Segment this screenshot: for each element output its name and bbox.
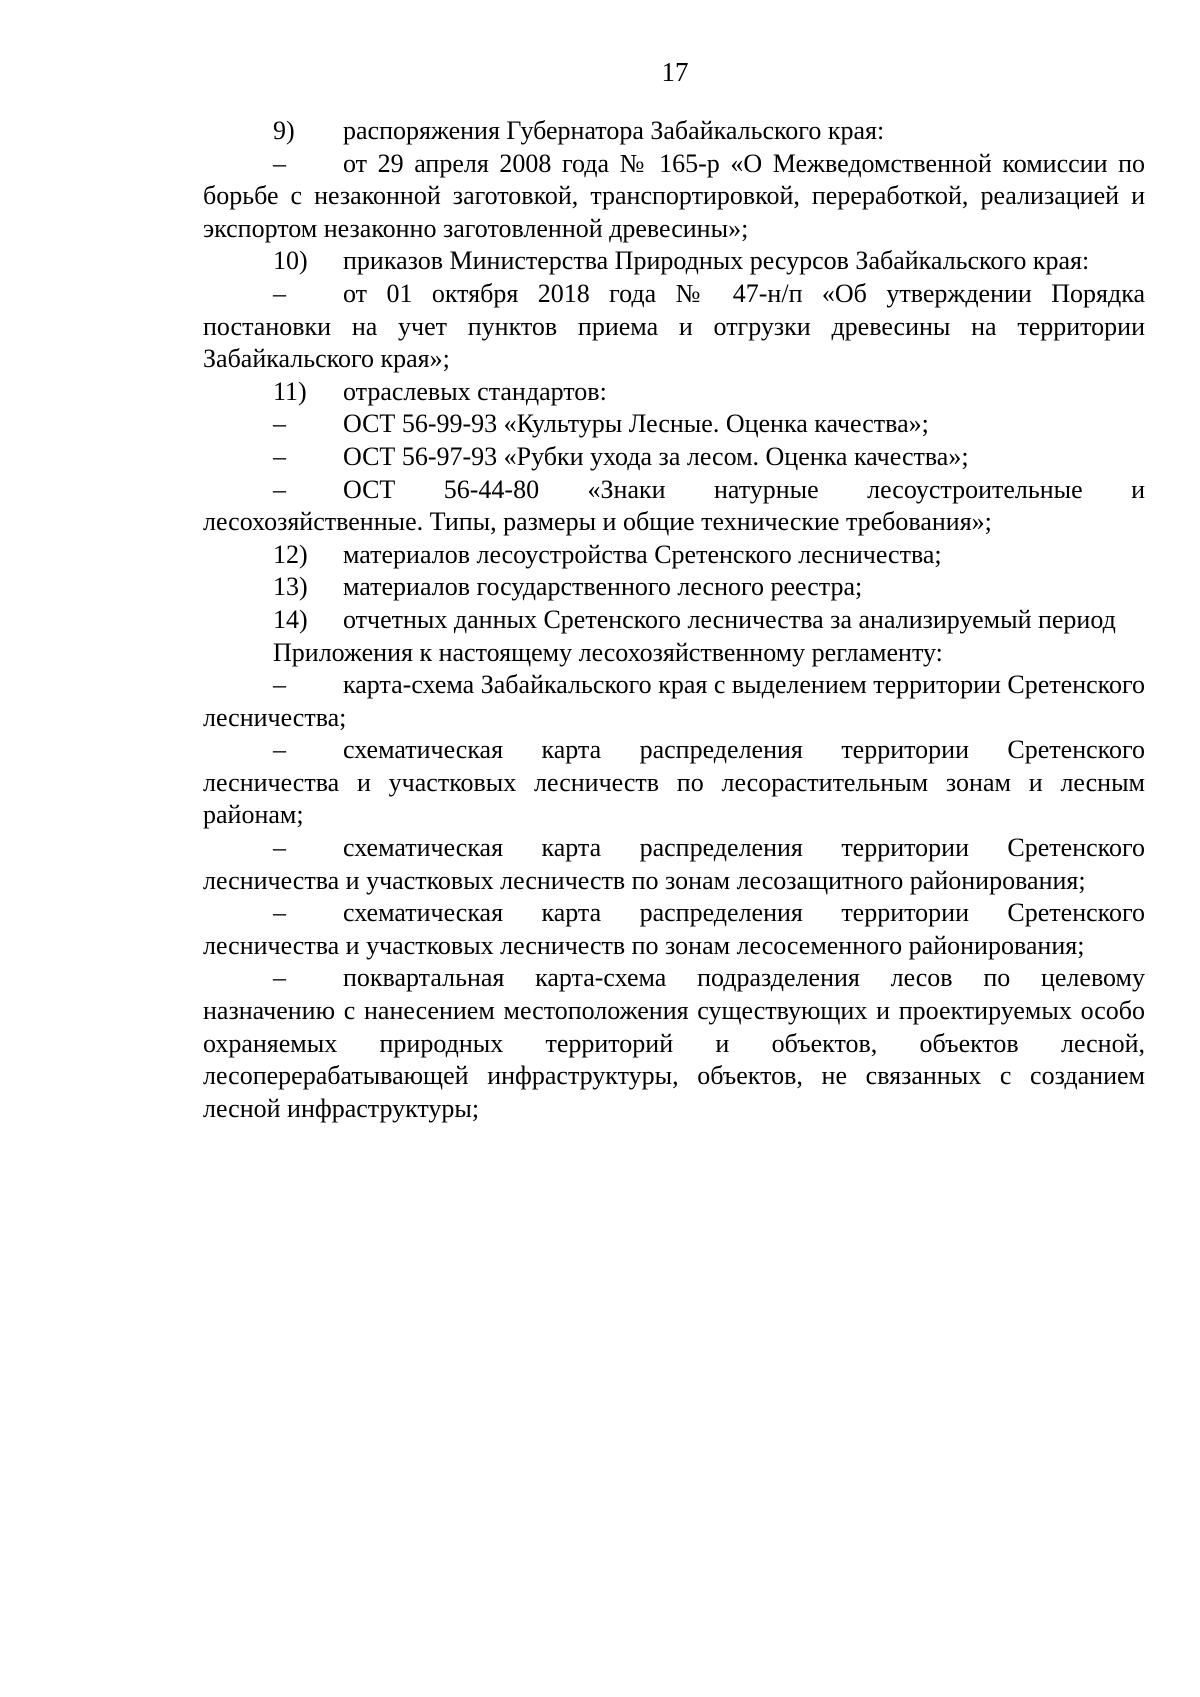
list-item [203,734,1145,832]
item-text: Приложения к настоящему лесохозяйственному регламенту: [273,637,943,667]
item-text: схематическая карта распределения территории Сретенского лесничества и участковых лесничеств по зонам лесозащитного районирования; [203,833,1145,895]
item-marker: – [273,670,286,700]
document-body [203,115,1145,1125]
item-marker: – [273,735,286,765]
list-item [203,408,1145,441]
item-marker: – [273,278,286,308]
item-marker: 12) [273,539,308,569]
item-text: ОСТ 56-44-80 «Знаки натурные лесоустроительные и лесохозяйственные. Типы, размеры и общие технические требования»; [203,474,1145,537]
list-item [203,832,1145,897]
item-marker: – [273,409,286,439]
list-item [203,962,1145,1125]
item-marker: – [273,963,286,993]
item-marker: 9) [273,116,295,145]
list-item [203,669,1145,734]
item-text: приказов Министерства Природных ресурсов Забайкальского края: [343,246,1090,276]
item-text: отчетных данных Сретенского лесничества за анализируемый период [343,604,1116,634]
list-item [203,539,1145,572]
item-marker: 13) [273,572,308,602]
list-item [203,278,1145,376]
item-text: ОСТ 56-97-93 «Рубки ухода за лесом. Оценка качества»; [343,441,969,471]
list-item [203,897,1145,962]
item-marker: 14) [273,604,308,634]
item-text: от 01 октября 2018 года № 47-н/п «Об утверждении Порядка постановки на учет пунктов приема и отгрузки древесины на территории Забайкальского края»; [203,278,1145,374]
item-marker: – [273,474,286,504]
list-item [203,571,1145,604]
item-text: ОСТ 56-99-93 «Культуры Лесные. Оценка качества»; [343,409,929,439]
page-number: 17 [661,57,689,87]
item-text: распоряжения Губернатора Забайкальского края: [343,116,885,145]
item-text: поквартальная карта-схема подразделения лесов по целевому назначению с нанесением местоположения существующих и проектируемых особо охраняемых природных территорий и объектов, объектов лесной, лесоперерабатывающей инфраструктуры, объектов, не связанных с созданием лесной инфраструктуры; [203,963,1145,1123]
appendix-heading [203,637,1145,670]
list-item [203,376,1145,409]
list-item [203,148,1145,246]
item-marker: – [273,833,286,863]
item-text: материалов лесоустройства Сретенского лесничества; [343,539,942,569]
item-text: от 29 апреля 2008 года № 165-р «О Межведомственной комиссии по борьбе с незаконной заготовкой, транспортировкой, переработкой, реализацией и экспортом незаконно заготовленной древесины»; [203,148,1145,243]
item-text: материалов государственного лесного реестра; [343,572,863,602]
item-marker: – [273,148,286,178]
item-text: карта-схема Забайкальского края с выделением территории Сретенского лесничества; [203,670,1145,732]
item-marker: 10) [273,246,308,276]
item-text: схематическая карта распределения территории Сретенского лесничества и участковых лесничеств по лесорастительным зонам и лесным районам; [203,735,1145,830]
list-item [203,474,1145,539]
list-item [203,245,1145,278]
item-text: схематическая карта распределения территории Сретенского лесничества и участковых лесничеств по зонам лесосеменного районирования; [203,898,1145,960]
item-text: отраслевых стандартов: [343,376,607,406]
list-item [203,604,1145,637]
list-item [203,441,1145,474]
item-marker: – [273,441,286,471]
item-marker: 11) [273,376,307,406]
list-item [203,115,1145,148]
item-marker: – [273,898,286,928]
